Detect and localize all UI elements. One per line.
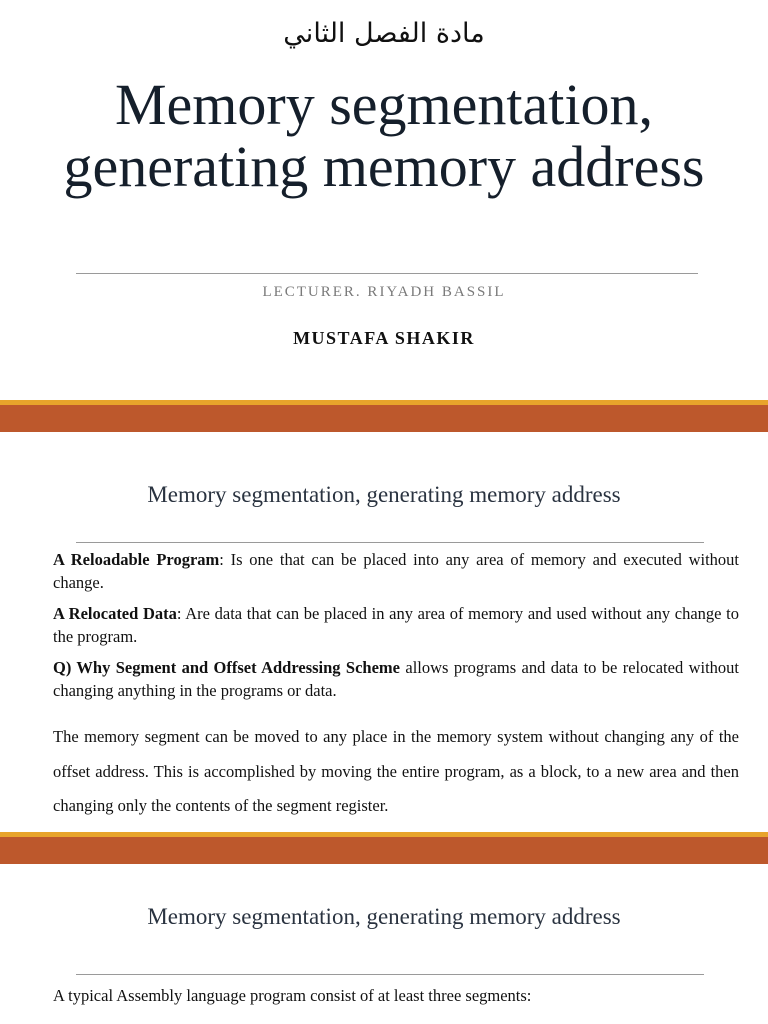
author-name: MUSTAFA SHAKIR [293, 328, 475, 348]
separator-bar [0, 837, 768, 864]
slide-title-divider [76, 542, 704, 543]
slide-title: Memory segmentation, generating memory address [147, 482, 621, 507]
presentation-title: Memory segmentation, generating memory address [63, 72, 705, 199]
term-relocated-data: A Relocated Data [53, 604, 177, 623]
slide-title: Memory segmentation, generating memory address [147, 904, 621, 929]
title-slide [0, 0, 768, 400]
content-slide-1 [0, 432, 768, 832]
separator-bar [0, 405, 768, 432]
term-reloadable-program: A Reloadable Program [53, 550, 220, 569]
paragraph-question [53, 656, 739, 702]
question-answer: allows programs and data to be relocated without changing anything in the programs or data. [53, 658, 739, 700]
slide-title-divider [76, 974, 704, 975]
definition-reloadable-program: : Is one that can be placed into any area of memory and executed without change. [53, 550, 739, 592]
paragraph-three-segments: A typical Assembly language program consist of at least three segments: [53, 986, 532, 1005]
definition-relocated-data: : Are data that can be placed in any area of memory and used without any change to the program. [53, 604, 740, 646]
paragraph-relocated-data [53, 602, 739, 648]
arabic-course-title: مادة الفصل الثاني [283, 18, 485, 49]
paragraph-reloadable-program [53, 548, 739, 594]
content-slide-2 [0, 864, 768, 1024]
lecturer-name: LECTURER. RIYADH BASSIL [262, 284, 506, 300]
slide-separator [0, 400, 768, 432]
paragraph-segment-moving: The memory segment can be moved to any place in the memory system without changing any of the offset address. This is accomplished by moving the entire program, as a block, to a new area and then changing only the contents of the segment register. [53, 727, 739, 815]
title-divider [76, 273, 698, 274]
slide-separator [0, 832, 768, 864]
question-heading: Q) Why Segment and Offset Addressing Scheme [53, 658, 400, 677]
